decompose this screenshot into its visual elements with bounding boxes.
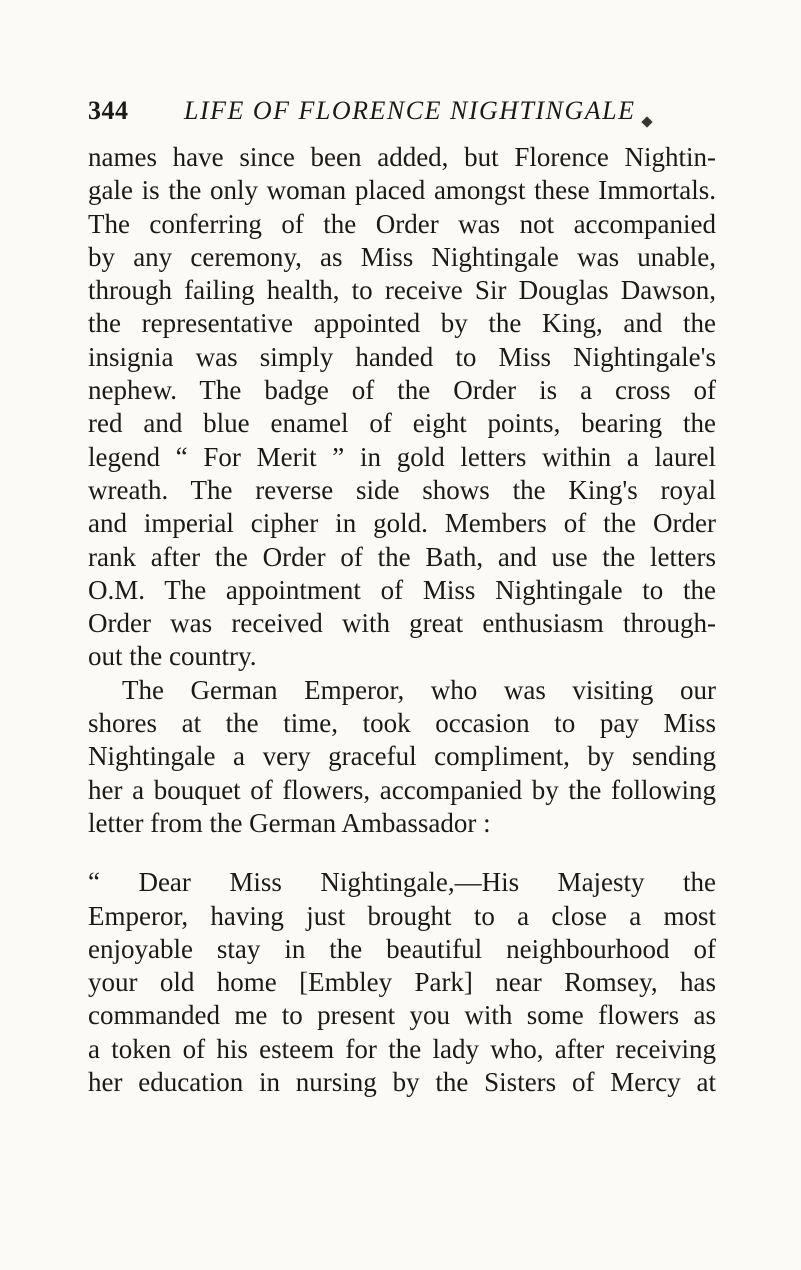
text-line: The conferring of the Order was not accompanied bbox=[88, 208, 716, 239]
text-line: through failing health, to receive Sir Douglas Dawson, bbox=[88, 275, 716, 306]
text-line: legend “ For Merit ” in gold letters within a laurel bbox=[88, 441, 716, 472]
page-number: 344 bbox=[88, 96, 129, 125]
text-line: The German Emperor, who was visiting our bbox=[122, 674, 716, 705]
text-line: shores at the time, took occasion to pay Miss bbox=[88, 708, 716, 739]
text-line: O.M. The appointment of Miss Nightingale to the bbox=[88, 574, 716, 605]
text-line: a token of his esteem for the lady who, after receiving bbox=[88, 1033, 716, 1064]
text-line: wreath. The reverse side shows the King's royal bbox=[88, 474, 716, 505]
text-line: your old home [Embley Park] near Romsey, has bbox=[88, 967, 716, 998]
text-line: nephew. The badge of the Order is a cross of bbox=[88, 375, 716, 406]
text-line: by any ceremony, as Miss Nightingale was unable, bbox=[88, 241, 716, 272]
text-line: gale is the only woman placed amongst these Immortals. bbox=[88, 175, 716, 206]
text-line: “ Dear Miss Nightingale,—His Majesty the bbox=[88, 867, 716, 898]
text-line: enjoyable stay in the beautiful neighbourhood of bbox=[88, 933, 716, 964]
text-line: Nightingale a very graceful compliment, by sending bbox=[88, 741, 716, 772]
body-text bbox=[88, 141, 716, 1099]
text-line: commanded me to present you with some flowers as bbox=[88, 1000, 716, 1031]
text-line: her a bouquet of flowers, accompanied by the following bbox=[88, 774, 716, 805]
text-line: Order was received with great enthusiasm through- bbox=[88, 608, 716, 639]
text-line: rank after the Order of the Bath, and use the letters bbox=[88, 541, 716, 572]
text-line: letter from the German Ambassador : bbox=[88, 807, 491, 838]
running-title: LIFE OF FLORENCE NIGHTINGALE bbox=[184, 96, 636, 125]
text-line: insignia was simply handed to Miss Nightingale's bbox=[88, 341, 716, 372]
text-line: names have since been added, but Florence Nightin- bbox=[88, 142, 716, 172]
text-line: her education in nursing by the Sisters of Mercy at bbox=[88, 1067, 716, 1098]
text-line: the representative appointed by the King, and the bbox=[88, 308, 716, 339]
text-line: red and blue enamel of eight points, bearing the bbox=[88, 408, 716, 439]
page-header bbox=[88, 96, 708, 132]
text-line: out the country. bbox=[88, 641, 257, 672]
ornament-dot-icon bbox=[641, 116, 652, 127]
text-line: Emperor, having just brought to a close a most bbox=[88, 900, 716, 931]
text-line: and imperial cipher in gold. Members of the Order bbox=[88, 508, 716, 539]
